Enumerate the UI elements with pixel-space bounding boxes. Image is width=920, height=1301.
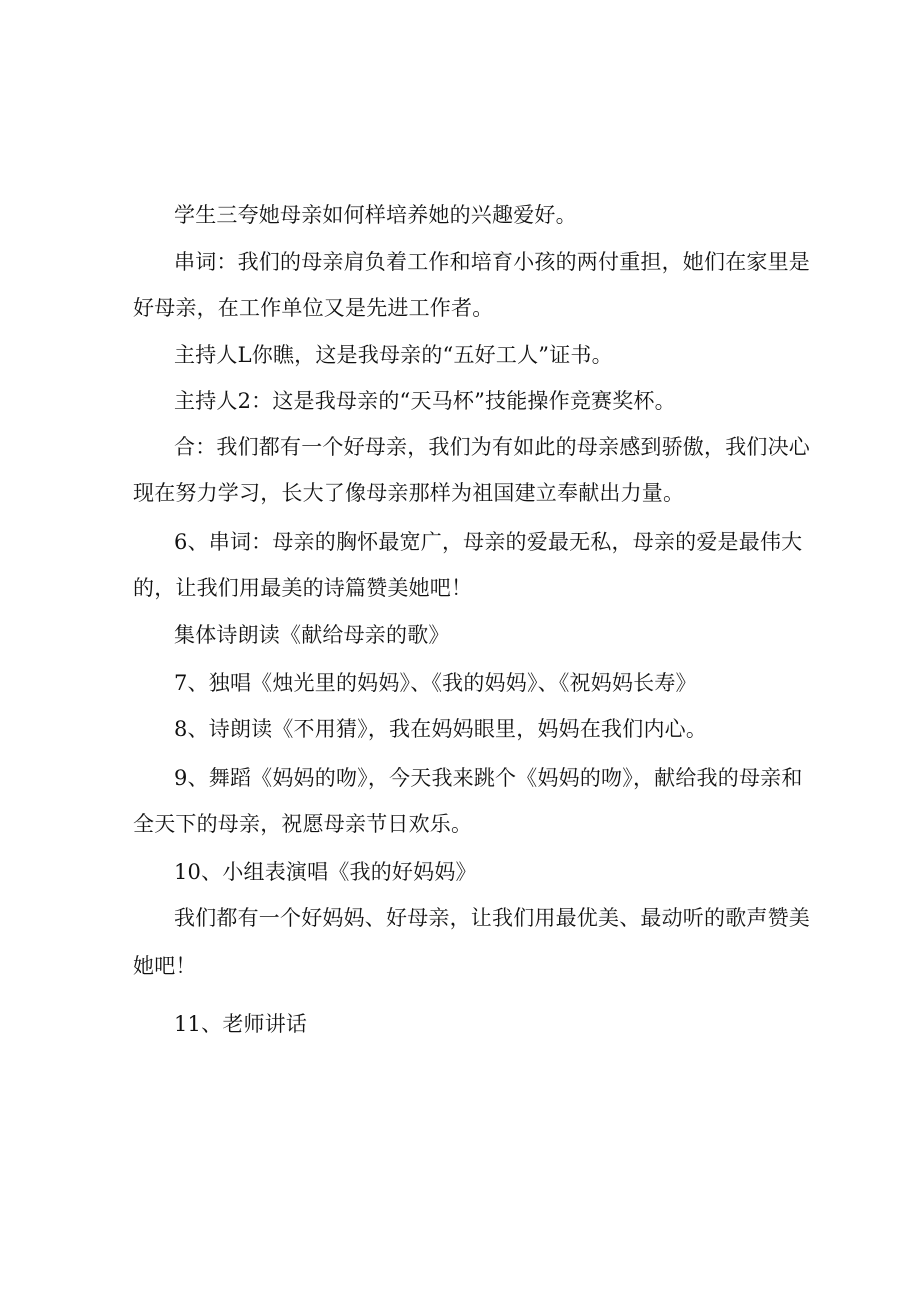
text-line-3: 好母亲，在工作单位又是先进工作者。 — [133, 296, 494, 320]
text-line-11: 7、独唱《烛光里的妈妈》、《我的妈妈》、《祝妈妈长寿》 — [174, 671, 697, 695]
text-line-1: 学生三夸她母亲如何样培养她的兴趣爱好。 — [174, 203, 577, 227]
text-line-16: 我们都有一个好妈妈、好母亲，让我们用最优美、最动听的歌声赞美 — [174, 906, 810, 930]
text-line-17: 她吧！ — [133, 954, 197, 978]
text-line-7: 现在努力学习，长大了像母亲那样为祖国建立奉献出力量。 — [133, 481, 685, 505]
text-line-13: 9、舞蹈《妈妈的吻》，今天我来跳个《妈妈的吻》，献给我的母亲和 — [174, 766, 803, 790]
text-line-12: 8、诗朗读《不用猜》，我在妈妈眼里，妈妈在我们内心。 — [174, 717, 708, 741]
text-line-6: 合：我们都有一个好母亲，我们为有如此的母亲感到骄傲，我们决心 — [174, 435, 810, 459]
text-line-14: 全天下的母亲，祝愿母亲节日欢乐。 — [133, 812, 473, 836]
text-line-18: 11、老师讲话 — [174, 1012, 308, 1036]
text-line-4: 主持人L你瞧，这是我母亲的“五好工人”证书。 — [174, 343, 613, 367]
text-line-10: 集体诗朗读《献给母亲的歌》 — [174, 623, 450, 647]
text-line-5: 主持人2：这是我母亲的“天马杯”技能操作竞赛奖杯。 — [174, 389, 676, 413]
text-line-2: 串词：我们的母亲肩负着工作和培育小孩的两付重担，她们在家里是 — [174, 250, 810, 274]
text-line-8: 6、串词：母亲的胸怀最宽广，母亲的爱最无私，母亲的爱是最伟大 — [174, 530, 803, 554]
text-line-15: 10、小组表演唱《我的好妈妈》 — [174, 860, 477, 884]
text-line-9: 的，让我们用最美的诗篇赞美她吧！ — [133, 576, 473, 600]
